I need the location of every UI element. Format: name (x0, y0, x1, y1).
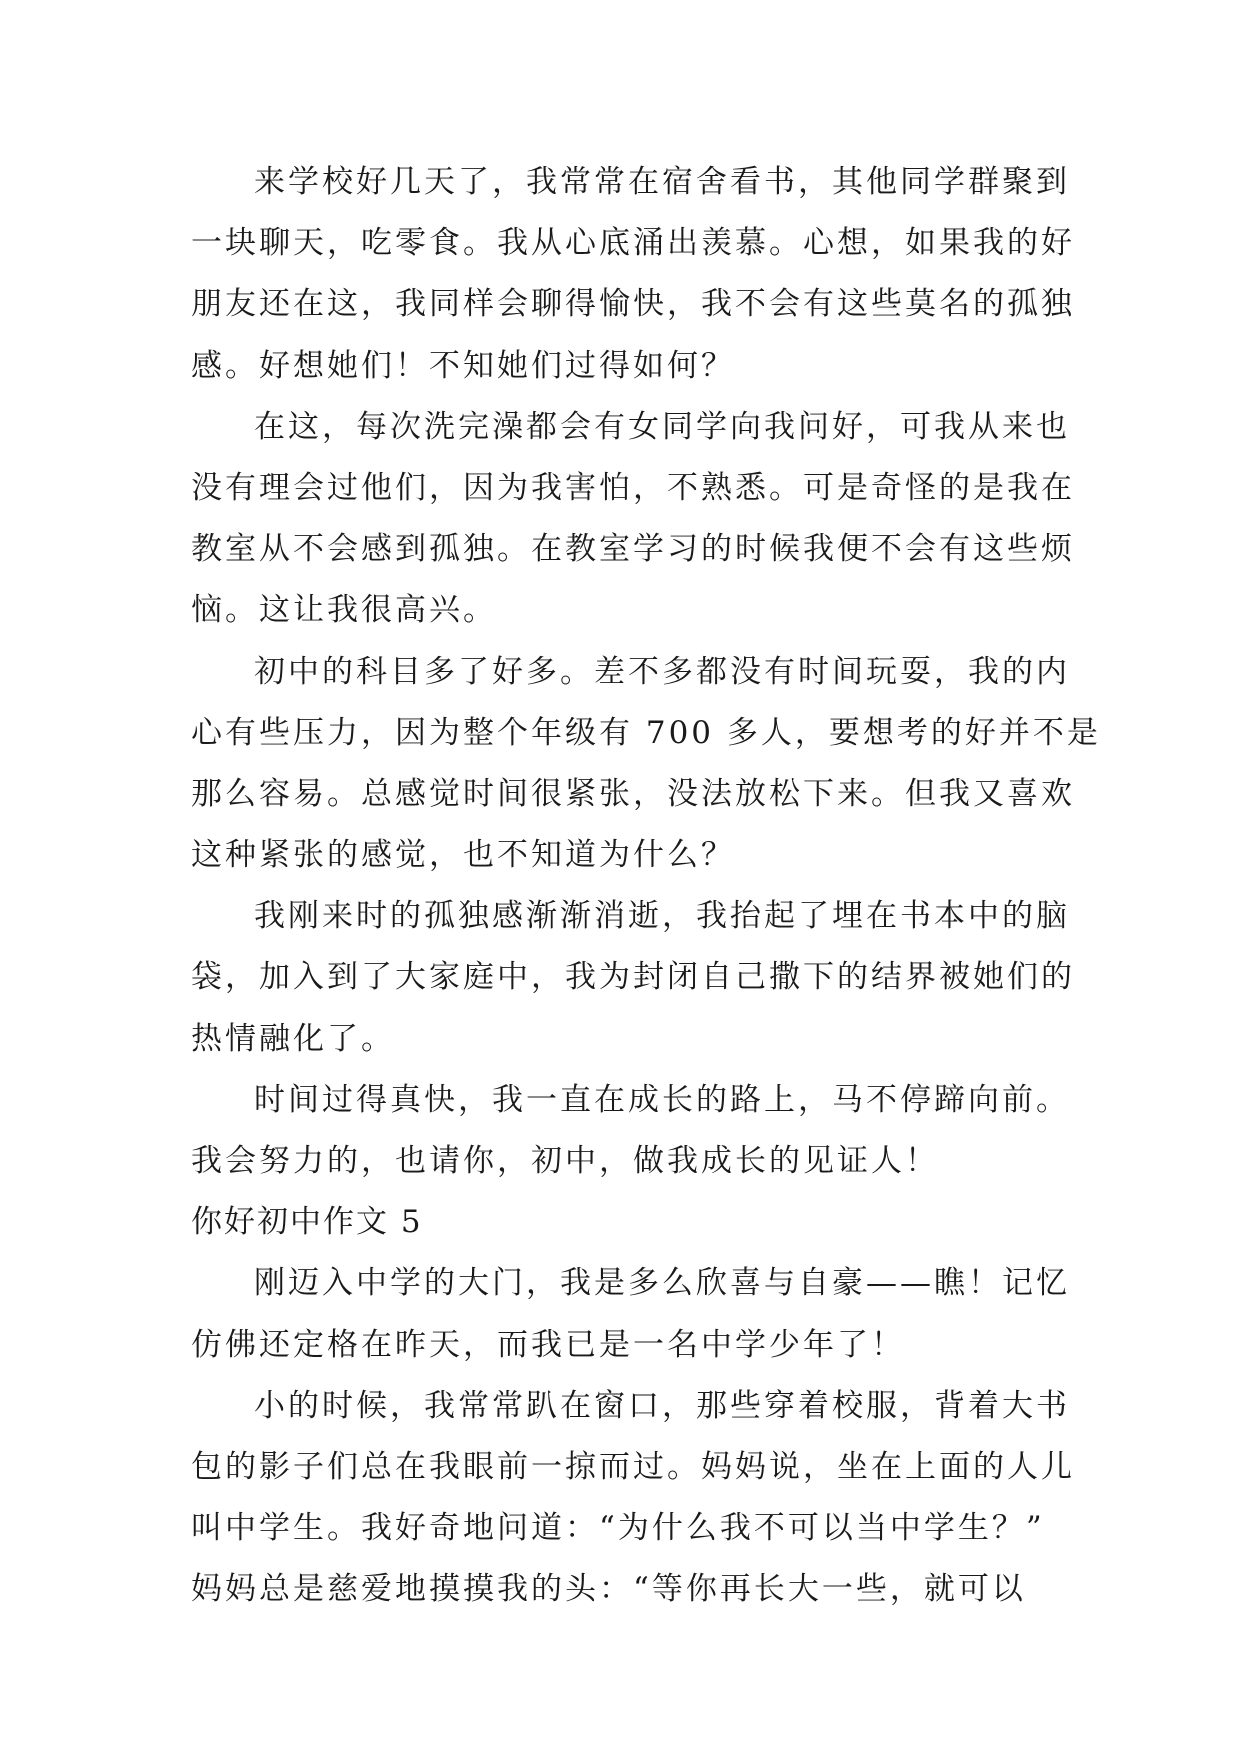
paragraph-line: 小的时候，我常常趴在窗口，那些穿着校服，背着大书 (254, 1387, 1070, 1424)
paragraph-line: 来学校好几天了，我常常在宿舍看书，其他同学群聚到 (254, 164, 1070, 200)
paragraph-line: 教室从不会感到孤独。在教室学习的时候我便不会有这些烦 (191, 531, 1075, 568)
paragraph-line: 妈妈总是慈爱地摸摸我的头：“等你再长大一些，就可以 (191, 1571, 1026, 1608)
paragraph-line: 恼。这让我很高兴。 (191, 592, 497, 629)
paragraph-line: 初中的科目多了好多。差不多都没有时间玩耍，我的内 (254, 653, 1070, 690)
paragraph-line: 袋，加入到了大家庭中，我为封闭自己撒下的结界被她们的 (191, 959, 1075, 996)
essay-body (191, 152, 1101, 1621)
paragraph-line: 我刚来时的孤独感渐渐消逝，我抬起了埋在书本中的脑 (254, 898, 1070, 935)
paragraph-line: 心有些压力，因为整个年级有 700 多人，要想考的好并不是 (191, 714, 1101, 751)
paragraph-line: 刚迈入中学的大门，我是多么欣喜与自豪——瞧！记忆 (254, 1265, 1070, 1302)
paragraph-line: 仿佛还定格在昨天，而我已是一名中学少年了！ (191, 1326, 905, 1363)
paragraph-line: 一块聊天，吃零食。我从心底涌出羡慕。心想，如果我的好 (191, 225, 1075, 262)
paragraph-line: 在这，每次洗完澡都会有女同学向我问好，可我从来也 (254, 408, 1070, 445)
paragraph-line: 那么容易。总感觉时间很紧张，没法放松下来。但我又喜欢 (191, 775, 1075, 812)
paragraph-line: 这种紧张的感觉，也不知道为什么？ (191, 837, 735, 874)
paragraph-line: 没有理会过他们，因为我害怕，不熟悉。可是奇怪的是我在 (191, 469, 1075, 506)
paragraph-line: 时间过得真快，我一直在成长的路上，马不停蹄向前。 (254, 1081, 1070, 1118)
section-heading: 你好初中作文 5 (191, 1204, 423, 1241)
paragraph-line: 叫中学生。我好奇地问道：“为什么我不可以当中学生？” (191, 1510, 1045, 1547)
paragraph-line: 朋友还在这，我同样会聊得愉快，我不会有这些莫名的孤独 (191, 286, 1075, 323)
paragraph-line: 热情融化了。 (191, 1020, 395, 1057)
paragraph-line: 我会努力的，也请你，初中，做我成长的见证人！ (191, 1143, 939, 1179)
paragraph-line: 包的影子们总在我眼前一掠而过。妈妈说，坐在上面的人儿 (191, 1448, 1075, 1485)
paragraph-line: 感。好想她们！不知她们过得如何？ (191, 347, 735, 384)
